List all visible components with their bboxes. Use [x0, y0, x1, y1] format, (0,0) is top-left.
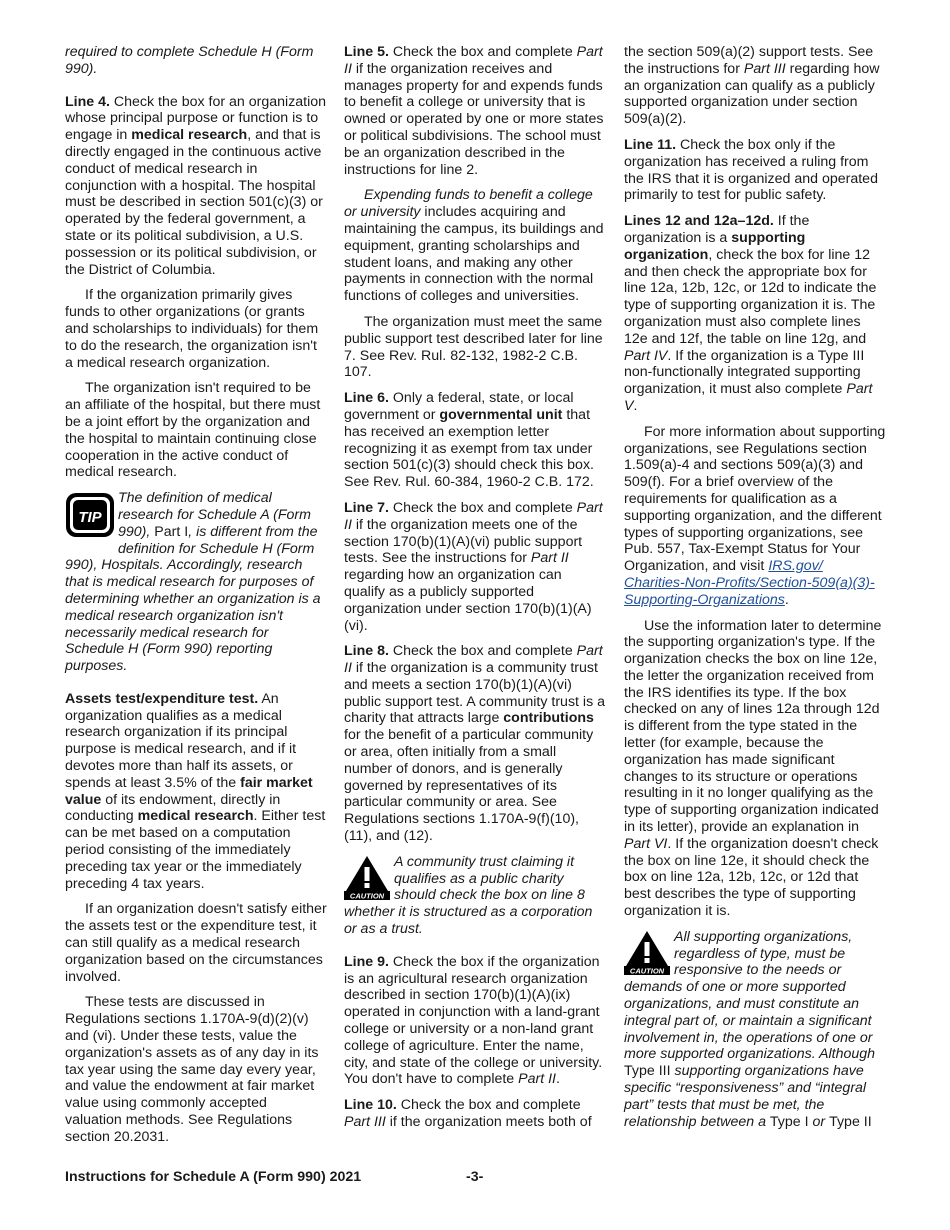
line-10-heading: Line 10. — [344, 1097, 397, 1114]
line-9-heading: Line 9. — [344, 953, 389, 970]
line-7-paragraph: Line 7. Check the box and complete Part II if the organization meets one of the section 170(b)(1)(A)(vi) public support tests. See the instructions for Part II regarding how an organization can qualify as a publicly supported organization under section 170(b)(1)(A)(vi). — [344, 499, 603, 634]
footer-title: Instructions for Schedule A (Form 990) 2021 — [65, 1169, 362, 1185]
line-6-heading: Line 6. — [344, 390, 389, 407]
tip-icon-label: TIP — [78, 509, 102, 527]
line-10-continued: the section 509(a)(2) support tests. See the instructions for Part III regarding how an organization can qualify as a publicly supported organization under section 509(a)(2). — [624, 44, 880, 128]
column-middle — [344, 44, 606, 1140]
caution-icon-label: CAUTION — [349, 891, 385, 900]
caution-icon-label: CAUTION — [629, 966, 665, 975]
column-right — [624, 44, 886, 1146]
caution-note-community-trust: CAUTION A community trust claiming it qualifies as a public charity should check the box on line 8 whether it is structured as a corporation or as a trust. — [344, 853, 593, 938]
column-left — [65, 44, 327, 1155]
line-8-paragraph: Line 8. Check the box and complete Part II if the organization is a community trust and meets a section 170(b)(1)(A)(vi) public support test. A community trust is a charity that attracts large contributions for the benefit of a particular community or area, often initially from a small number of donors, and is generally governed by representatives of its particular community or area. See Regulations sections 1.170A-9(f)(10), (11), and (12). — [344, 643, 606, 845]
line-7-heading: Line 7. — [344, 499, 389, 516]
line-4-paragraph: Line 4. Check the box for an organization whose principal purpose or function is to engage in medical research, and that is directly engaged in the continuous active conduct of medical research in conjunction with a hospital. The hospital must be described in section 501(c)(3) or operated by the federal government, a state or its political subdivision, a U.S. possession or its political subdivision, or the District of Columbia. — [65, 93, 327, 278]
tests-paragraph: These tests are discussed in Regulations sections 1.170A-9(d)(2)(v) and (vi). Under these tests, value the organization's assets as of any day in its tax year using the same day every year, and value the endowment at fair market value using commonly accepted valuation methods. See Regulations section 20.2031. — [65, 994, 319, 1145]
line-11-heading: Line 11. — [624, 136, 677, 153]
public-support-paragraph: The organization must meet the same public support test described later for line 7. See Rev. Rul. 82-132, 1982-2 C.B. 107. — [344, 313, 603, 381]
caution-icon — [624, 929, 670, 975]
assets-test-heading: Assets test/expenditure test. — [65, 690, 259, 707]
page-number: -3- — [466, 1169, 484, 1185]
line-9-paragraph: Line 9. Check the box if the organization is an agricultural research organization described in section 170(b)(1)(A)(ix) operated in conjunction with a land-grant college or university or a non-land grant college of agriculture. Enter the name, city, and state of the college or university. You don't have to complete Part II. — [344, 953, 603, 1088]
line-5-heading: Line 5. — [344, 44, 389, 60]
caution-icon — [344, 854, 390, 900]
line-6-paragraph: Line 6. Only a federal, state, or local government or governmental unit that has received an exemption letter recognizing it as exempt from tax under section 501(c)(3) should check this box. See Rev. Rul. 60-384, 1960-2 C.B. 172. — [344, 390, 594, 491]
more-info-paragraph: For more information about supporting organizations, see Regulations section 1.509(a)-4 and sections 509(a)(3) and 509(f). For a brief overview of the requirements for qualification as a supporting organization, and the different types of supporting organizations, see Pub. 557, Tax-Exempt Status for Your Organization, and visit IRS.gov/ Charities-Non-Profits/Section-509(a)(3)- Supporting-Organizations. — [624, 423, 886, 608]
expending-funds-paragraph: Expending funds to benefit a college or university includes acquiring and maintaining the campus, its buildings and equipment, granting scholarships and student loans, and making any other payments in connection with the normal functions of colleges and universities. — [344, 187, 604, 305]
caution-note-supporting-orgs: CAUTION All supporting organizations, regardless of type, must be responsive to the needs or demands of one or more supported organizations, and must constitute an integral part of, or maintain a significant involvement in, the operations of one or more supported organizations. Although Type III supporting organizations have specific “responsiveness” and “integral part” tests that must be met, the relationship between a Type I or Type II — [624, 928, 876, 1130]
line-12-heading: Lines 12 and 12a–12d. — [624, 213, 774, 230]
tip-icon — [65, 490, 115, 540]
satisfy-paragraph: If an organization doesn't satisfy either the assets test or the expenditure test, it can still qualify as a medical research organization based on the circumstances involved. — [65, 901, 327, 985]
grants-paragraph: If the organization primarily gives funds to other organizations (or grants and scholarships to individuals) for them to do the research, the organization isn't a medical research organization. — [65, 287, 319, 371]
line-8-heading: Line 8. — [344, 643, 389, 660]
line-12-paragraph: Lines 12 and 12a–12d. If the organization is a supporting organization, check the box for line 12 and then check the appropriate box for line 12a, 12b, 12c, or 12d to indicate the type of supporting organization it is. The organization must also complete lines 12e and 12f, the table on line 12g, and Part IV. If the organization is a Type III non-functionally integrated supporting organization, it must also complete Part V. — [624, 213, 877, 414]
line-4-heading: Line 4. — [65, 93, 110, 110]
line-5-paragraph: Line 5. Check the box and complete Part II if the organization receives and manages property for and expends funds to benefit a college or university that is owned or operated by one or more states or political subdivisions. The school must be an organization described in the instructions for line 2. — [344, 44, 604, 178]
line-10-paragraph: Line 10. Check the box and complete Part III if the organization meets both of — [344, 1097, 592, 1131]
affiliate-paragraph: The organization isn't required to be an affiliate of the hospital, but there must be a joint effort by the organization and the hospital to maintain continuing close cooperation in the active conduct of medical research. — [65, 380, 321, 481]
use-information-paragraph: Use the information later to determine the supporting organization's type. If the organization checks the box on line 12e, the letter the organization received from the IRS identifies its type. If the box checked on any of lines 12a through 12d is different from the type stated in the letter (for example, because the organization has made significant changes to its structure or operations resulting in it no longer qualifying as the type of supporting organization indicated in its letter), provide an explanation in Part VI. If the organization doesn't check the box on line 12e, it should check the box on line 12a, 12b, 12c, or 12d that best describes the type of supporting organization it is. — [624, 617, 882, 920]
assets-test-paragraph: Assets test/expenditure test. An organization qualifies as a medical research organization if its principal purpose is medical research, and if it devotes more than half its assets, or spends at least 3.5% of the fair market value of its endowment, directly in conducting medical research. Either test can be met based on a computation period consisting of the immediately preceding tax year or the immediately preceding 4 tax years. — [65, 690, 326, 892]
irs-supporting-organizations-link[interactable]: IRS.gov/ Charities-Non-Profits/Section-509(a)(3)- Supporting-Organizations — [624, 558, 875, 608]
line-11-paragraph: Line 11. Check the box only if the organization has received a ruling from the IRS that it is organized and operated primarily to test for public safety. — [624, 136, 878, 204]
continued-paragraph: required to complete Schedule H (Form 990). — [65, 44, 314, 77]
tip-note: TIP The definition of medical research for Schedule A (Form 990), Part I, is different from the definition for Schedule H (Form 990), Hospitals. Accordingly, research that is medical research for purposes of determining whether an organization is a medical research organization isn't necessarily medical research for Schedule H (Form 990) reporting purposes. — [65, 490, 321, 675]
